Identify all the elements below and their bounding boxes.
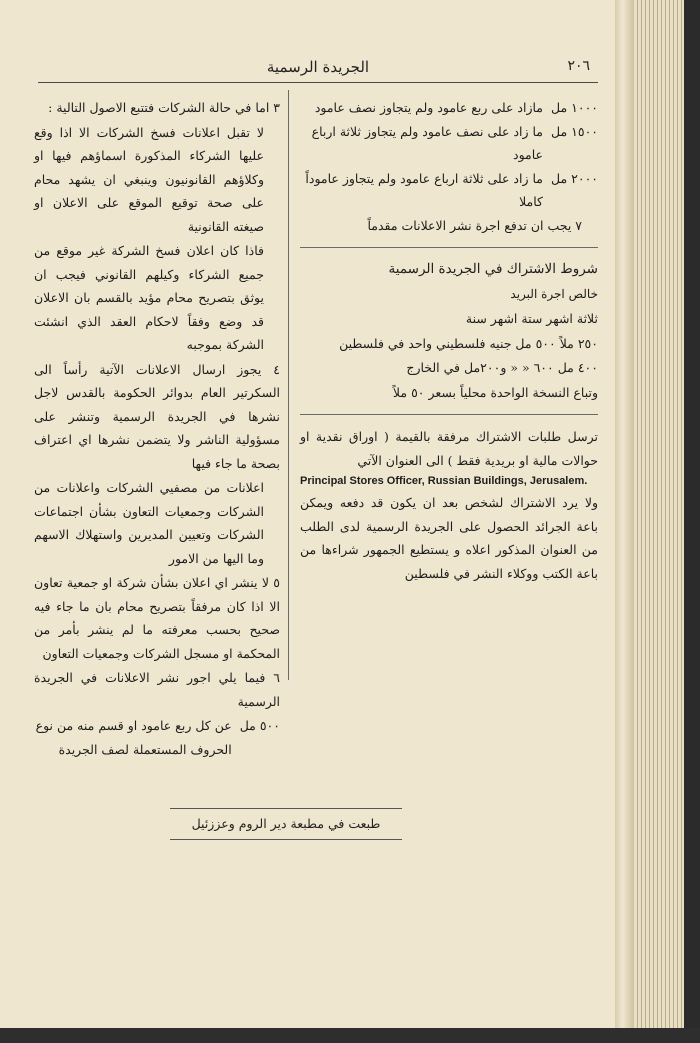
rate-row [34, 714, 280, 761]
rate-text: ما زاد على ثلاثة ارباع عامود ولم يتجاوز عاموداً كاملا [305, 170, 543, 209]
item-5: ٥ لا ينشر اي اعلان بشأن شركة او جمعية تعاون الا اذا كان مرفقاً بتصريح محام بان ما جاء فيه صحيح بحسب معرفته ما لم ينشر بأمر من المحكمة او مسجل الشركات وجمعيات التعاون [34, 575, 280, 661]
page-number: ٢٠٦ [567, 58, 590, 74]
rate-row [300, 96, 598, 120]
page-title: الجريدة الرسمية [266, 58, 370, 76]
page-gutter-edge [615, 0, 634, 1028]
header-rule [38, 82, 598, 83]
rate-row [300, 167, 598, 214]
column-divider [288, 90, 289, 680]
rate-text: مازاد على ربع عامود ولم يتجاوز نصف عامود [314, 100, 543, 115]
background-shadow [0, 1028, 700, 1043]
send-requests-note: ترسل طلبات الاشتراك مرفقة بالقيمة ( اوراق نقدية او حوالات مالية او بريدية فقط ) الى العنوان الآتي [300, 429, 598, 468]
paragraph-dissolution: لا تقبل اعلانات فسخ الشركات الا اذا وقع عليها الشركاء المذكورة اسماؤهم فيها او وكلاؤهم القانونيون وينبغي ان يشهد محام على صحة توقيع الموقع على الاعلان او صيغته القانونية [34, 124, 264, 234]
item-7: ٧ يجب ان تدفع اجرة نشر الاعلانات مقدماً [367, 217, 582, 233]
page-header [38, 52, 598, 82]
postage-note: خالص اجرة البريد [510, 286, 598, 301]
item-4: ٤ يجوز ارسال الاعلانات الآتية رأساً الى السكرتير العام بدوائر الحكومة بالقدس لاجل نشرها في الجريدة الرسمية وتنشر على مسؤولية الناشر ولا يتضمن نشرها اي اعتراف بصحة ما جاء فيها [34, 361, 280, 471]
subscription-periods: ثلاثة اشهر ستة اشهر سنة [465, 311, 598, 326]
closing-paragraph: ولا يرد الاشتراك لشخص بعد ان يكون قد دفعه ويمكن باعة الجرائد الحصول على الجريدة الرسمية لدى الطلب من العنوان المذكور اعلاه و يستطيع الجمهور شراءها من باعة الكتب ووكلاء النشر في فلسطين [300, 495, 598, 581]
section-rule [300, 414, 598, 415]
item-6: ٦ فيما يلي اجور نشر الاعلانات في الجريدة الرسمية [34, 670, 280, 709]
item-3: ٣ اما في حالة الشركات فتتبع الاصول التالية : [48, 100, 280, 115]
subscription-heading: شروط الاشتراك في الجريدة الرسمية [388, 261, 598, 277]
rate-label: ١٠٠٠ مل [551, 100, 598, 115]
price-line-palestine: ٢٥٠ ملاً ٥٠٠ مل جنيه فلسطيني واحد في فلسطين [339, 335, 598, 351]
printer-text: طبعت في مطبعة دير الروم وعززئيل [191, 816, 381, 831]
page-stack-edges [634, 0, 684, 1028]
price-line-abroad: ٤٠٠ مل ٦٠٠ « « و٢٠٠مل في الخارج [406, 360, 598, 375]
english-address: Principal Stores Officer, Russian Buildings, Jerusalem. [300, 475, 588, 487]
background-shadow [684, 0, 700, 1043]
section-rule [300, 247, 598, 248]
rate-label: ٢٠٠٠ مل [551, 170, 598, 186]
rate-text: عن كل ربع عامود او قسم منه من نوع الحروف المستعملة لصف الجريدة [35, 718, 232, 757]
single-copy-price: وتباع النسخة الواحدة محلياً بسعر ٥٠ ملاً [392, 384, 598, 400]
paragraph-liquidators: اعلانات من مصفيي الشركات واعلانات من الشركات وجمعيات التعاون بشأن اجتماعات الشركات وتعيين المديرين واستهلاك الاسهم وما اليها من الامور [34, 480, 264, 566]
printer-footer [170, 808, 402, 840]
left-column [34, 96, 280, 761]
right-column [300, 96, 598, 586]
rate-label: ١٥٠٠ مل [551, 123, 598, 139]
rate-text: ما زاد على نصف عامود ولم يتجاوز ثلاثة ارباع عامود [311, 123, 543, 162]
rate-label: ٥٠٠ مل [239, 718, 280, 733]
rate-row [300, 120, 598, 167]
paragraph-unsigned: فاذا كان اعلان فسخ الشركة غير موقع من جميع الشركاء وكيلهم القانوني فيجب ان يوثق بتصريح محام مؤيد بالقسم بان الاعلان قد وضع وفقاً لاحكام العقد الذي انشئت الشركة بموجبه [34, 243, 264, 352]
